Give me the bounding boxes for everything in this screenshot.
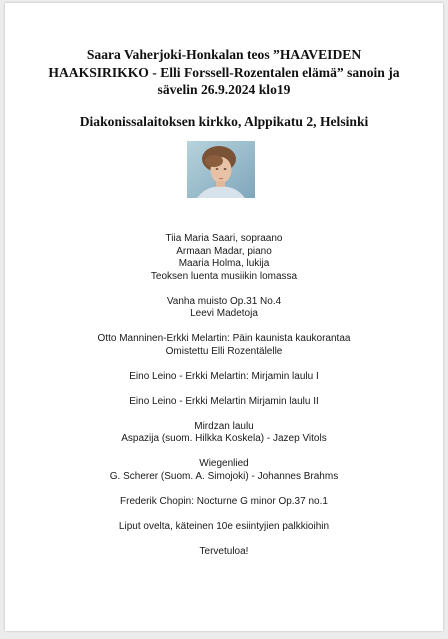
piece-3-title: Eino Leino - Erkki Melartin: Mirjamin laulu I [129, 370, 319, 382]
piece-6-credits: G. Scherer (Suom. A. Simojoki) - Johannes Brahms [109, 470, 339, 482]
venue-line: Diakonissalaitoksen kirkko, Alppikatu 2, Helsinki [79, 114, 369, 129]
title-line-3: sävelin 26.9.2024 klo19 [157, 82, 291, 97]
piece-7-title: Frederik Chopin: Nocturne G minor Op.37 no.1 [120, 495, 328, 507]
ticket-info: Liput ovelta, käteinen 10e esiintyjien palkkioihin [118, 520, 330, 532]
program-list [25, 233, 423, 558]
piece-2-title: Otto Manninen-Erkki Melartin: Päin kaunista kaukorantaa [97, 333, 351, 344]
performer-line-2: Armaan Madar, piano [176, 245, 272, 257]
piece-5-credits: Aspazija (suom. Hilkka Koskela) - Jazep Vitols [121, 433, 327, 444]
title-line-1: Saara Vaherjoki-Honkalan teos ”HAAVEIDEN [86, 47, 362, 62]
piece-6-title: Wiegenlied [199, 458, 249, 469]
performer-line-4: Teoksen luenta musiikin lomassa [150, 270, 298, 282]
piece-4-title: Eino Leino - Erkki Melartin Mirjamin laulu II [129, 395, 319, 407]
title-line-2: HAAKSIRIKKO - Elli Forssell-Rozentalen elämä” sanoin ja [48, 64, 400, 80]
piece-2-dedication: Omistettu Elli Rozentälelle [165, 345, 283, 357]
document-page [5, 3, 443, 631]
portrait-photo [187, 141, 255, 198]
welcome-line: Tervetuloa! [199, 545, 249, 557]
performer-line-1: Tiia Maria Saari, sopraano [165, 233, 283, 244]
piece-5-title: Mirdzan laulu [194, 420, 254, 432]
performer-line-3: Maaria Holma, lukija [178, 258, 270, 269]
piece-1-title: Vanha muisto Op.31 No.4 [166, 295, 282, 307]
document-title [25, 46, 423, 99]
piece-1-composer: Leevi Madetoja [190, 308, 258, 319]
